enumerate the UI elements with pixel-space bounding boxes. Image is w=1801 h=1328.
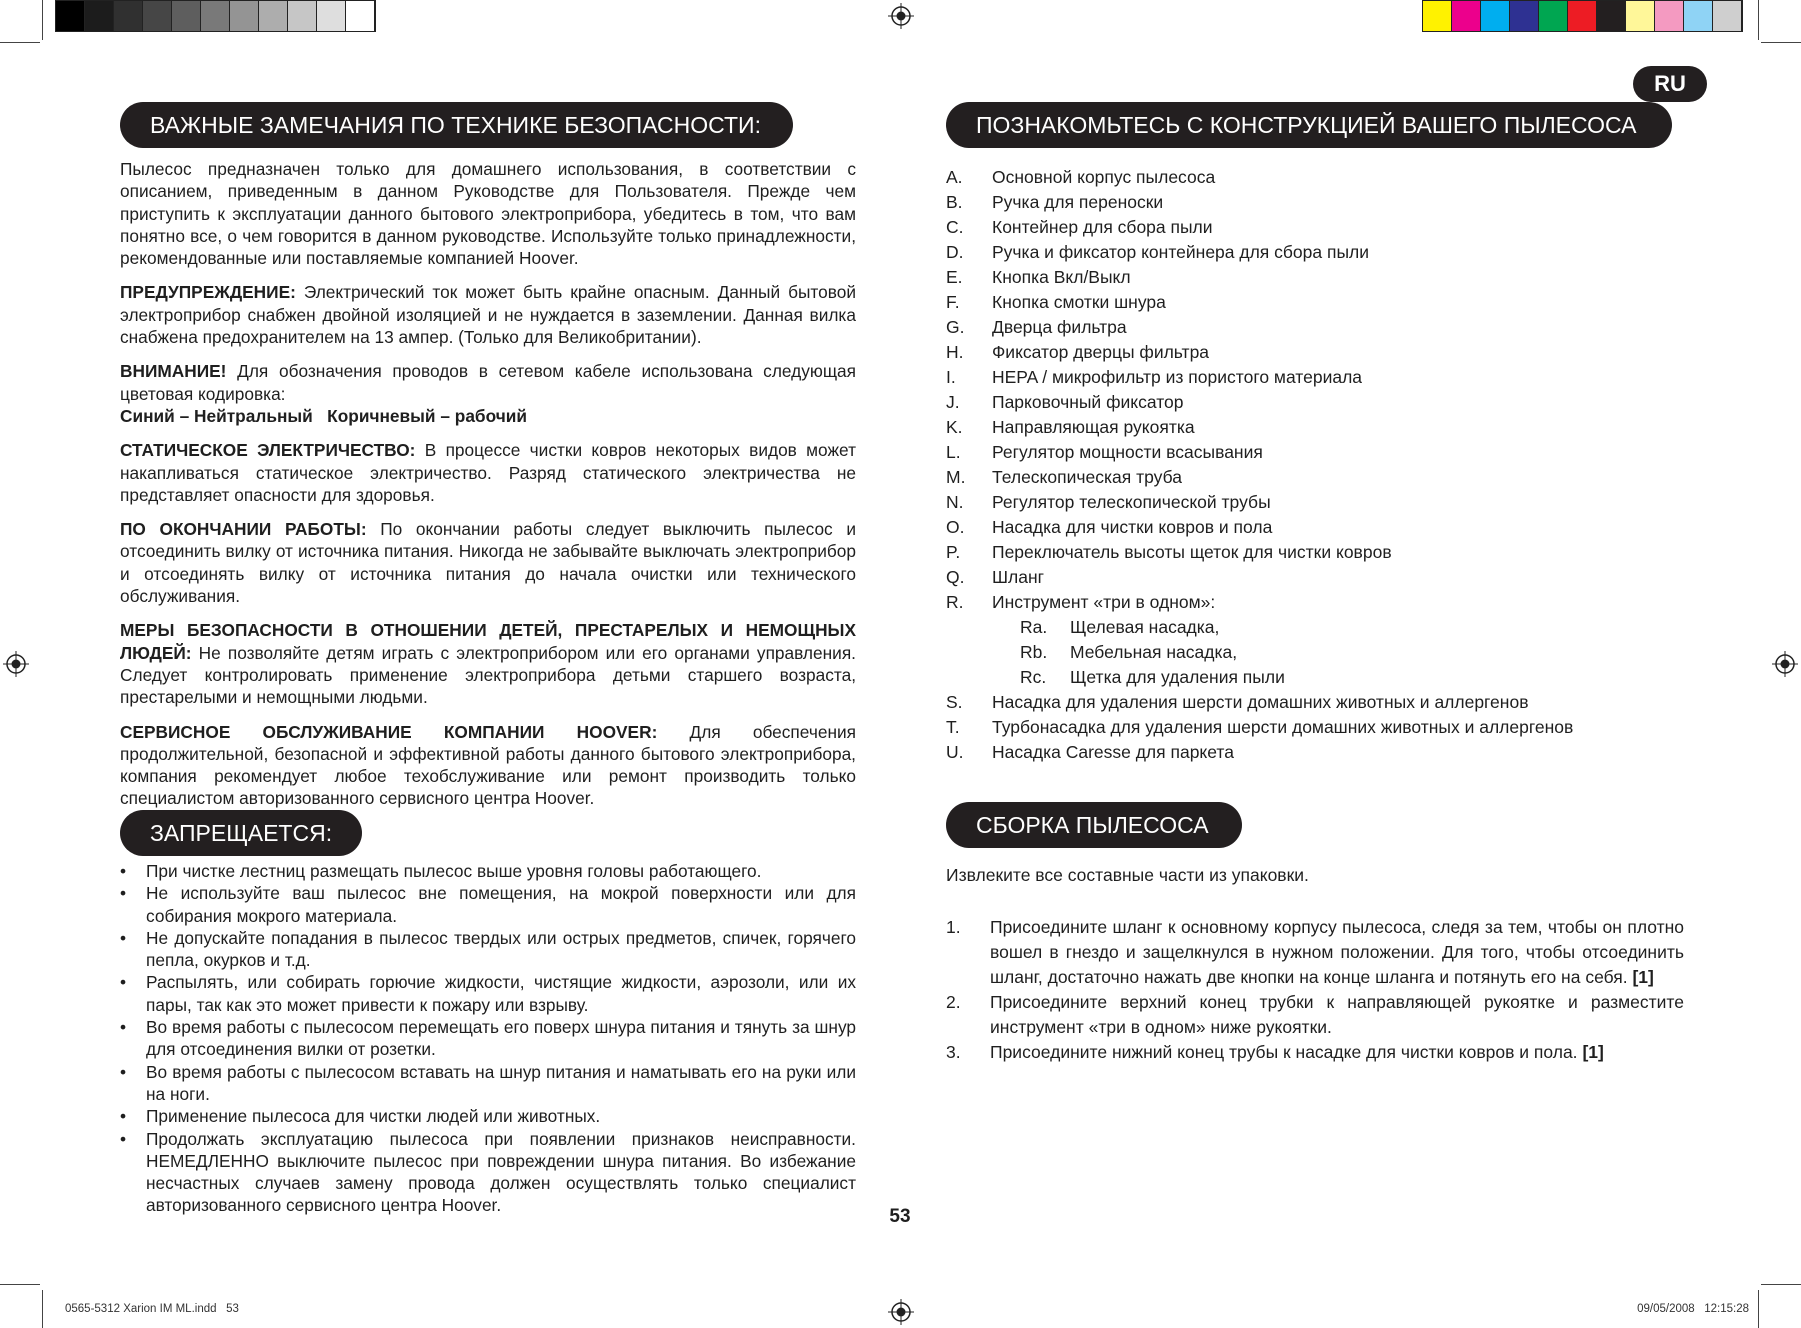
registration-mark-icon: [888, 1299, 914, 1325]
registration-mark-icon: [888, 3, 914, 29]
color-swatch: [1452, 1, 1481, 31]
list-item: J. Парковочный фиксатор: [946, 392, 1184, 412]
language-badge: RU: [1633, 66, 1707, 102]
grayscale-swatches: [55, 0, 376, 32]
list-item: • Не используйте ваш пылесос вне помещения, на мокрой поверхности или для собирания мокрого материала.: [120, 883, 856, 926]
warning-paragraph: [120, 281, 856, 348]
list-item: I. HEPA / микрофильтр из пористого материала: [946, 367, 1363, 387]
gray-swatch: [259, 1, 288, 31]
crop-mark: [0, 1284, 40, 1285]
step-item: 2. Присоедините верхний конец трубки к направляющей рукоятке и разместите инструмент «три в одном» ниже рукоятки.: [946, 990, 1684, 1040]
bullet-icon: •: [120, 883, 127, 904]
gray-swatch: [317, 1, 346, 31]
gray-swatch: [172, 1, 201, 31]
children-text: Не позволяйте детям играть с электроприбором или его органами управления. Следует контролировать применение электроприбора детьми старшего возраста, престарелыми и немощными людьми.: [120, 642, 856, 708]
list-item: P. Переключатель высоты щеток для чистки ковров: [946, 542, 1392, 562]
color-swatch: [1481, 1, 1510, 31]
prohibited-list: [120, 860, 856, 1217]
bullet-icon: •: [120, 927, 127, 948]
list-item: U. Насадка Caresse для паркета: [946, 742, 1234, 762]
bullet-icon: •: [120, 1128, 127, 1149]
safety-header: ВАЖНЫЕ ЗАМЕЧАНИЯ ПО ТЕХНИКЕ БЕЗОПАСНОСТИ:: [120, 102, 793, 148]
assembly-header: СБОРКА ПЫЛЕСОСА: [946, 802, 1242, 848]
color-swatch: [1655, 1, 1684, 31]
color-swatch: [1684, 1, 1713, 31]
crop-mark: [1761, 42, 1801, 43]
attention-label: ВНИМАНИЕ!: [120, 361, 227, 382]
gray-swatch: [143, 1, 172, 31]
list-item: • Применение пылесоса для чистки людей или животных.: [120, 1106, 601, 1127]
assembly-intro: Извлеките все составные части из упаковки.: [946, 865, 1309, 885]
wire-colors: Синий – Нейтральный Коричневый – рабочий: [120, 405, 528, 426]
list-item: M. Телескопическая труба: [946, 467, 1182, 487]
crop-mark: [42, 0, 43, 40]
bullet-icon: •: [120, 1017, 127, 1038]
safety-section: [120, 158, 856, 822]
bullet-icon: •: [120, 1061, 127, 1082]
color-swatch: [1423, 1, 1452, 31]
assembly-steps: [946, 915, 1684, 1065]
registration-mark-icon: [3, 651, 29, 677]
finish-label: ПО ОКОНЧАНИИ РАБОТЫ:: [120, 519, 367, 540]
gray-swatch: [288, 1, 317, 31]
bullet-icon: •: [120, 1106, 127, 1127]
figure-ref: [1]: [1582, 1042, 1604, 1062]
service-text: Для обеспечения продолжительной, безопасной и эффективной работы данного бытового электроприбора, компания рекомендует любое техобслуживание или ремонт производить только специалистом авторизованного сервисного центра Hoover.: [120, 721, 856, 809]
list-item: R. Инструмент «три в одном»:: [946, 592, 1216, 612]
page-number: 53: [889, 1206, 911, 1227]
static-paragraph: [120, 439, 856, 506]
bullet-icon: •: [120, 861, 127, 881]
registration-mark-icon: [1772, 651, 1798, 677]
gray-swatch: [346, 1, 375, 31]
static-label: СТАТИЧЕСКОЕ ЭЛЕКТРИЧЕСТВО:: [120, 440, 416, 461]
finish-text: По окончании работы следует выключить пылесос и отсоединить вилку от источника питания. Никогда не забывайте выключать электроприбор и отсоединять вилку от источника питания до начала очистки или технического обслуживания.: [120, 519, 856, 607]
crop-mark: [1761, 1284, 1801, 1285]
list-item: F. Кнопка смотки шнура: [946, 292, 1166, 312]
list-item: • При чистке лестниц размещать пылесос выше уровня головы работающего.: [120, 861, 762, 881]
footer-file: 0565-5312 Xarion IM ML.indd 53: [65, 1303, 239, 1315]
list-item: Q. Шланг: [946, 567, 1045, 587]
sub-list-item: Rb. Мебельная насадка,: [1020, 642, 1238, 662]
list-item: L. Регулятор мощности всасывания: [946, 442, 1263, 462]
safety-intro: Пылесос предназначен только для домашнего использования, в соответствии с описанием, приведенным в данном Руководстве для Пользователя. Прежде чем приступить к эксплуатации данного бытового электроприбора, убедитесь в том, что вам понятно все, о чем говорится в данном руководстве. Используйте только принадлежности, рекомендованные или поставляемые компанией Hoover.: [120, 159, 856, 269]
children-paragraph: [120, 619, 856, 708]
static-text: В процессе чистки ковров некоторых видов может накапливаться статическое электричество. Разряд статического электричества не представляет опасности для здоровья.: [120, 440, 856, 505]
list-item: O. Насадка для чистки ковров и пола: [946, 517, 1273, 537]
color-swatch: [1626, 1, 1655, 31]
gray-swatch: [56, 1, 85, 31]
list-item: S. Насадка для удаления шерсти домашних животных и аллергенов: [946, 692, 1529, 712]
color-swatch: [1597, 1, 1626, 31]
warning-label: ПРЕДУПРЕЖДЕНИЕ:: [120, 282, 296, 303]
list-item: T. Турбонасадка для удаления шерсти домашних животных и аллергенов: [946, 717, 1574, 737]
color-swatches: [1422, 0, 1743, 32]
service-label: СЕРВИСНОЕ ОБСЛУЖИВАНИЕ КОМПАНИИ HOOVER:: [120, 721, 658, 742]
finish-paragraph: [120, 518, 856, 607]
step-text: Присоедините верхний конец трубки к направляющей рукоятке и разместите инструмент «три в одном» ниже рукоятки.: [990, 992, 1684, 1037]
step-item: 1. Присоедините шланг к основному корпусу пылесоса, следя за тем, чтобы он плотно вошел в гнездо и защелкнулся в нужном положении. Для того, чтобы отсоединить шланг, достаточно нажать две кнопки на конце шланга и потянуть его на себя. [1]: [946, 915, 1684, 990]
list-item: B. Ручка для переноски: [946, 192, 1164, 212]
parts-list: [946, 165, 1573, 765]
step-text: Присоедините нижний конец трубы к насадке для чистки ковров и пола. [1]: [990, 1042, 1604, 1062]
list-item: • Во время работы с пылесосом перемещать его поверх шнура питания и тянуть за шнур для отсоединения вилки от розетки.: [120, 1017, 856, 1060]
sub-list-item: Rc. Щетка для удаления пыли: [1020, 667, 1285, 687]
crop-mark: [42, 1290, 43, 1328]
list-item: • Распылять, или собирать горючие жидкости, чистящие жидкости, аэрозоли, или их пары, так как это может привести к пожару или взрыву.: [120, 972, 856, 1015]
list-item: H. Фиксатор дверцы фильтра: [946, 342, 1210, 362]
attention-paragraph: [120, 360, 856, 427]
color-swatch: [1568, 1, 1597, 31]
attention-text: Для обозначения проводов в сетевом кабеле использована следующая цветовая кодировка:: [120, 361, 857, 404]
list-item: • Продолжать эксплуатацию пылесоса при появлении признаков неисправности. НЕМЕДЛЕННО выключите пылесос при повреждении шнура питания. Во избежание несчастных случаев замену провода должен осуществлять только специалист авторизованного сервисного центра Hoover.: [120, 1128, 856, 1216]
list-item: K. Направляющая рукоятка: [946, 417, 1195, 437]
list-item: A. Основной корпус пылесоса: [946, 167, 1216, 187]
sub-list-item: Ra. Щелевая насадка,: [1020, 617, 1220, 637]
list-item: • Не допускайте попадания в пылесос твердых или острых предметов, спичек, горячего пепла, окурков и т.д.: [120, 927, 856, 971]
gray-swatch: [114, 1, 143, 31]
crop-mark: [0, 42, 40, 43]
figure-ref: [1]: [1632, 967, 1654, 987]
color-swatch: [1539, 1, 1568, 31]
list-item: E. Кнопка Вкл/Выкл: [946, 267, 1131, 287]
gray-swatch: [201, 1, 230, 31]
color-swatch: [1713, 1, 1742, 31]
gray-swatch: [230, 1, 259, 31]
service-paragraph: [120, 721, 856, 810]
construction-header: ПОЗНАКОМЬТЕСЬ С КОНСТРУКЦИЕЙ ВАШЕГО ПЫЛЕСОСА: [946, 102, 1672, 148]
step-text: Присоедините шланг к основному корпусу пылесоса, следя за тем, чтобы он плотно вошел в гнездо и защелкнулся в нужном положении. Для того, чтобы отсоединить шланг, достаточно нажать две кнопки на конце шланга и потянуть его на себя. [1]: [990, 917, 1684, 987]
list-item: N. Регулятор телескопической трубы: [946, 492, 1271, 512]
children-label: МЕРЫ БЕЗОПАСНОСТИ В ОТНОШЕНИИ ДЕТЕЙ, ПРЕСТАРЕЛЫХ И НЕМОЩНЫХ ЛЮДЕЙ:: [120, 620, 856, 663]
footer-date: 09/05/2008 12:15:28: [1637, 1303, 1749, 1315]
crop-mark: [1758, 0, 1759, 40]
gray-swatch: [85, 1, 114, 31]
crop-mark: [1758, 1290, 1759, 1328]
bullet-icon: •: [120, 972, 127, 993]
prohibited-header: ЗАПРЕЩАЕТСЯ:: [120, 810, 362, 856]
color-swatch: [1510, 1, 1539, 31]
warning-text: Электрический ток может быть крайне опасным. Данный бытовой электроприбор снабжен двойной изоляцией и не нуждается в заземлении. Данная вилка снабжена предохранителем на 13 ампер. (Только для Великобритании).: [120, 282, 856, 348]
list-item: D. Ручка и фиксатор контейнера для сбора пыли: [946, 242, 1370, 262]
list-item: G. Дверца фильтра: [946, 317, 1127, 337]
list-item: • Во время работы с пылесосом вставать на шнур питания и наматывать его на руки или на ноги.: [120, 1061, 856, 1104]
step-item: 3. Присоедините нижний конец трубы к насадке для чистки ковров и пола. [1]: [946, 1040, 1684, 1065]
list-item: C. Контейнер для сбора пыли: [946, 217, 1213, 237]
